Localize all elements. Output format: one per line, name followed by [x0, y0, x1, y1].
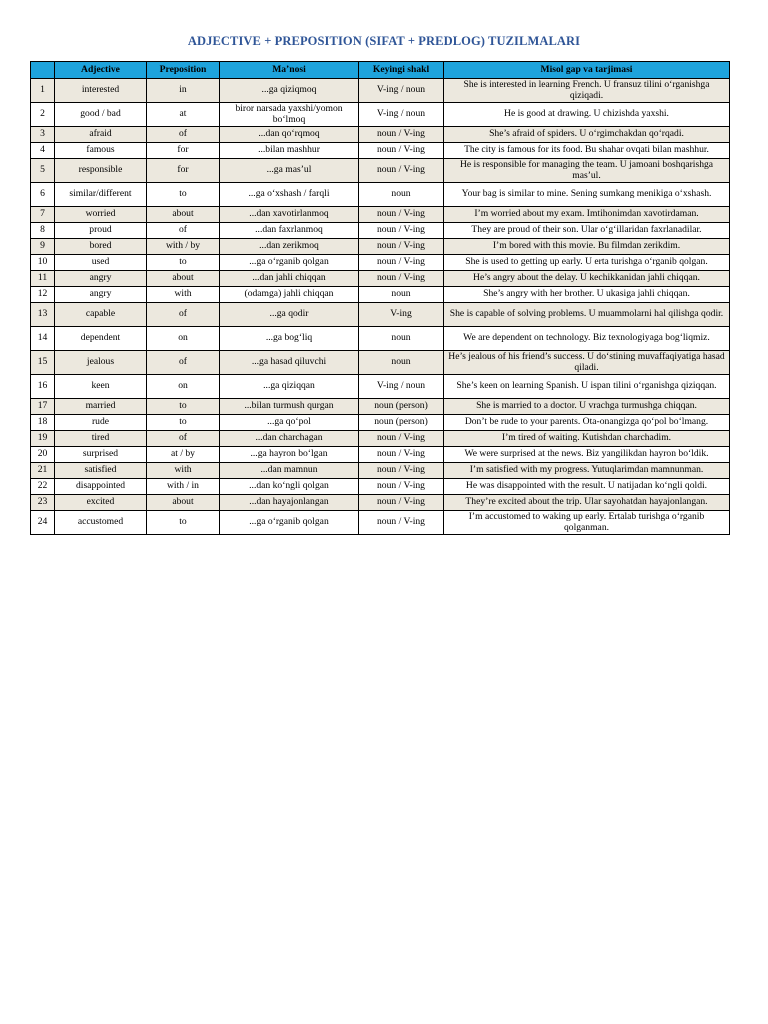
adjective-cell: accustomed: [55, 511, 147, 535]
preposition-cell: to: [147, 415, 220, 431]
table-row: [31, 239, 730, 255]
next-form-cell: noun / V-ing: [359, 495, 444, 511]
table-row: [31, 351, 730, 375]
preposition-cell: at: [147, 103, 220, 127]
meaning-cell: ...ga bog‘liq: [220, 327, 359, 351]
preposition-cell: about: [147, 207, 220, 223]
table-row: [31, 271, 730, 287]
adjective-cell: surprised: [55, 447, 147, 463]
example-cell: I’m bored with this movie. Bu filmdan zerikdim.: [444, 239, 730, 255]
preposition-cell: of: [147, 223, 220, 239]
example-cell: He’s angry about the delay. U kechikkanidan jahli chiqqan.: [444, 271, 730, 287]
meaning-cell: ...ga o‘xshash / farqli: [220, 183, 359, 207]
adjective-cell: afraid: [55, 127, 147, 143]
preposition-cell: to: [147, 399, 220, 415]
example-cell: I’m accustomed to waking up early. Ertalab turishga o‘rganib qolganman.: [444, 511, 730, 535]
example-cell: She’s afraid of spiders. U o‘rgimchakdan qo‘rqadi.: [444, 127, 730, 143]
adjective-cell: used: [55, 255, 147, 271]
example-cell: They are proud of their son. Ular o‘g‘illaridan faxrlanadilar.: [444, 223, 730, 239]
preposition-cell: with: [147, 463, 220, 479]
row-number: 5: [31, 159, 55, 183]
row-number: 24: [31, 511, 55, 535]
example-cell: She is used to getting up early. U erta turishga o‘rganib qolgan.: [444, 255, 730, 271]
preposition-cell: with: [147, 287, 220, 303]
example-cell: She is capable of solving problems. U muammolarni hal qilishga qodir.: [444, 303, 730, 327]
row-number: 3: [31, 127, 55, 143]
row-number: 8: [31, 223, 55, 239]
next-form-cell: V-ing / noun: [359, 79, 444, 103]
example-cell: I’m satisfied with my progress. Yutuqlarimdan mamnunman.: [444, 463, 730, 479]
meaning-cell: ...dan charchagan: [220, 431, 359, 447]
example-cell: We were surprised at the news. Biz yangilikdan hayron bo‘ldik.: [444, 447, 730, 463]
meaning-cell: ...dan jahli chiqqan: [220, 271, 359, 287]
row-number: 12: [31, 287, 55, 303]
table-row: [31, 399, 730, 415]
next-form-cell: noun: [359, 183, 444, 207]
adjective-cell: disappointed: [55, 479, 147, 495]
row-number: 1: [31, 79, 55, 103]
adjective-cell: worried: [55, 207, 147, 223]
adjective-cell: jealous: [55, 351, 147, 375]
next-form-cell: noun / V-ing: [359, 271, 444, 287]
next-form-cell: noun / V-ing: [359, 511, 444, 535]
example-cell: We are dependent on technology. Biz texnologiyaga bog‘liqmiz.: [444, 327, 730, 351]
table-row: [31, 303, 730, 327]
next-form-cell: noun / V-ing: [359, 127, 444, 143]
preposition-cell: about: [147, 271, 220, 287]
adjective-cell: responsible: [55, 159, 147, 183]
table-row: [31, 143, 730, 159]
next-form-cell: noun / V-ing: [359, 143, 444, 159]
example-cell: Your bag is similar to mine. Sening sumkang menikiga o‘xshash.: [444, 183, 730, 207]
row-number: 13: [31, 303, 55, 327]
row-number: 19: [31, 431, 55, 447]
row-number: 21: [31, 463, 55, 479]
preposition-cell: with / by: [147, 239, 220, 255]
meaning-cell: ...bilan turmush qurgan: [220, 399, 359, 415]
preposition-cell: for: [147, 159, 220, 183]
adjective-cell: satisfied: [55, 463, 147, 479]
adjective-cell: capable: [55, 303, 147, 327]
row-number: 16: [31, 375, 55, 399]
preposition-cell: about: [147, 495, 220, 511]
meaning-cell: biror narsada yaxshi/yomon bo‘lmoq: [220, 103, 359, 127]
row-number: 4: [31, 143, 55, 159]
header-example: Misol gap va tarjimasi: [444, 62, 730, 79]
example-cell: She’s angry with her brother. U ukasiga jahli chiqqan.: [444, 287, 730, 303]
meaning-cell: ...ga o‘rganib qolgan: [220, 255, 359, 271]
row-number: 18: [31, 415, 55, 431]
table-row: [31, 207, 730, 223]
table-row: [31, 79, 730, 103]
adjective-cell: tired: [55, 431, 147, 447]
row-number: 17: [31, 399, 55, 415]
next-form-cell: noun: [359, 351, 444, 375]
adjective-cell: keen: [55, 375, 147, 399]
meaning-cell: ...ga qodir: [220, 303, 359, 327]
next-form-cell: V-ing: [359, 303, 444, 327]
preposition-cell: of: [147, 431, 220, 447]
next-form-cell: noun (person): [359, 399, 444, 415]
preposition-cell: on: [147, 375, 220, 399]
adjective-cell: angry: [55, 271, 147, 287]
preposition-cell: of: [147, 127, 220, 143]
preposition-cell: in: [147, 79, 220, 103]
meaning-cell: ...dan ko‘ngli qolgan: [220, 479, 359, 495]
adjective-preposition-table: [30, 61, 730, 535]
header-next-form: Keyingi shakl: [359, 62, 444, 79]
row-number: 23: [31, 495, 55, 511]
adjective-cell: bored: [55, 239, 147, 255]
example-cell: They’re excited about the trip. Ular sayohatdan hayajonlangan.: [444, 495, 730, 511]
next-form-cell: noun / V-ing: [359, 159, 444, 183]
example-cell: He’s jealous of his friend’s success. U do‘stining muvaffaqiyatiga hasad qiladi.: [444, 351, 730, 375]
meaning-cell: ...dan mamnun: [220, 463, 359, 479]
row-number: 10: [31, 255, 55, 271]
next-form-cell: noun: [359, 287, 444, 303]
table-row: [31, 479, 730, 495]
next-form-cell: V-ing / noun: [359, 103, 444, 127]
meaning-cell: ...dan xavotirlanmoq: [220, 207, 359, 223]
meaning-cell: ...dan zerikmoq: [220, 239, 359, 255]
table-row: [31, 495, 730, 511]
adjective-cell: proud: [55, 223, 147, 239]
meaning-cell: ...ga o‘rganib qolgan: [220, 511, 359, 535]
adjective-cell: dependent: [55, 327, 147, 351]
table-row: [31, 375, 730, 399]
adjective-cell: famous: [55, 143, 147, 159]
table-row: [31, 159, 730, 183]
example-cell: She’s keen on learning Spanish. U ispan tilini o‘rganishga qiziqqan.: [444, 375, 730, 399]
adjective-cell: excited: [55, 495, 147, 511]
meaning-cell: ...dan qo‘rqmoq: [220, 127, 359, 143]
document-title: ADJECTIVE + PREPOSITION (SIFAT + PREDLOG) TUZILMALARI: [187, 34, 581, 48]
meaning-cell: ...ga qiziqmoq: [220, 79, 359, 103]
preposition-cell: at / by: [147, 447, 220, 463]
table-header-row: [31, 62, 730, 79]
example-cell: She is married to a doctor. U vrachga turmushga chiqqan.: [444, 399, 730, 415]
example-cell: He was disappointed with the result. U natijadan ko‘ngli qoldi.: [444, 479, 730, 495]
next-form-cell: noun (person): [359, 415, 444, 431]
adjective-cell: similar/different: [55, 183, 147, 207]
adjective-cell: angry: [55, 287, 147, 303]
table-row: [31, 103, 730, 127]
preposition-cell: of: [147, 351, 220, 375]
adjective-cell: rude: [55, 415, 147, 431]
row-number: 7: [31, 207, 55, 223]
table-row: [31, 287, 730, 303]
meaning-cell: (odamga) jahli chiqqan: [220, 287, 359, 303]
preposition-cell: on: [147, 327, 220, 351]
meaning-cell: ...ga hayron bo‘lgan: [220, 447, 359, 463]
next-form-cell: noun / V-ing: [359, 431, 444, 447]
meaning-cell: ...dan hayajonlangan: [220, 495, 359, 511]
table-row: [31, 255, 730, 271]
adjective-cell: interested: [55, 79, 147, 103]
next-form-cell: noun / V-ing: [359, 207, 444, 223]
meaning-cell: ...bilan mashhur: [220, 143, 359, 159]
table-row: [31, 511, 730, 535]
meaning-cell: ...ga qiziqqan: [220, 375, 359, 399]
header-adjective: Adjective: [55, 62, 147, 79]
table-row: [31, 463, 730, 479]
meaning-cell: ...ga mas’ul: [220, 159, 359, 183]
meaning-cell: ...ga qo‘pol: [220, 415, 359, 431]
preposition-cell: to: [147, 255, 220, 271]
example-cell: He is good at drawing. U chizishda yaxshi.: [444, 103, 730, 127]
row-number: 15: [31, 351, 55, 375]
header-meaning: Ma’nosi: [220, 62, 359, 79]
next-form-cell: noun / V-ing: [359, 255, 444, 271]
adjective-cell: married: [55, 399, 147, 415]
preposition-cell: to: [147, 183, 220, 207]
next-form-cell: noun / V-ing: [359, 239, 444, 255]
next-form-cell: noun / V-ing: [359, 463, 444, 479]
row-number: 20: [31, 447, 55, 463]
example-cell: The city is famous for its food. Bu shahar ovqati bilan mashhur.: [444, 143, 730, 159]
example-cell: I’m worried about my exam. Imtihonimdan xavotirdaman.: [444, 207, 730, 223]
table-row: [31, 431, 730, 447]
example-cell: He is responsible for managing the team. U jamoani boshqarishga mas’ul.: [444, 159, 730, 183]
row-number: 11: [31, 271, 55, 287]
next-form-cell: noun / V-ing: [359, 447, 444, 463]
table-row: [31, 415, 730, 431]
meaning-cell: ...ga hasad qiluvchi: [220, 351, 359, 375]
row-number: 14: [31, 327, 55, 351]
row-number: 6: [31, 183, 55, 207]
header-number: [31, 62, 55, 79]
table-row: [31, 223, 730, 239]
table-row: [31, 327, 730, 351]
adjective-cell: good / bad: [55, 103, 147, 127]
example-cell: She is interested in learning French. U fransuz tilini o‘rganishga qiziqadi.: [444, 79, 730, 103]
example-cell: Don’t be rude to your parents. Ota-onangizga qo‘pol bo‘lmang.: [444, 415, 730, 431]
preposition-cell: of: [147, 303, 220, 327]
row-number: 9: [31, 239, 55, 255]
next-form-cell: V-ing / noun: [359, 375, 444, 399]
meaning-cell: ...dan faxrlanmoq: [220, 223, 359, 239]
example-cell: I’m tired of waiting. Kutishdan charchadim.: [444, 431, 730, 447]
table-row: [31, 183, 730, 207]
next-form-cell: noun / V-ing: [359, 223, 444, 239]
row-number: 2: [31, 103, 55, 127]
preposition-cell: with / in: [147, 479, 220, 495]
next-form-cell: noun: [359, 327, 444, 351]
next-form-cell: noun / V-ing: [359, 479, 444, 495]
header-preposition: Preposition: [147, 62, 220, 79]
table-row: [31, 447, 730, 463]
preposition-cell: for: [147, 143, 220, 159]
table-row: [31, 127, 730, 143]
preposition-cell: to: [147, 511, 220, 535]
row-number: 22: [31, 479, 55, 495]
